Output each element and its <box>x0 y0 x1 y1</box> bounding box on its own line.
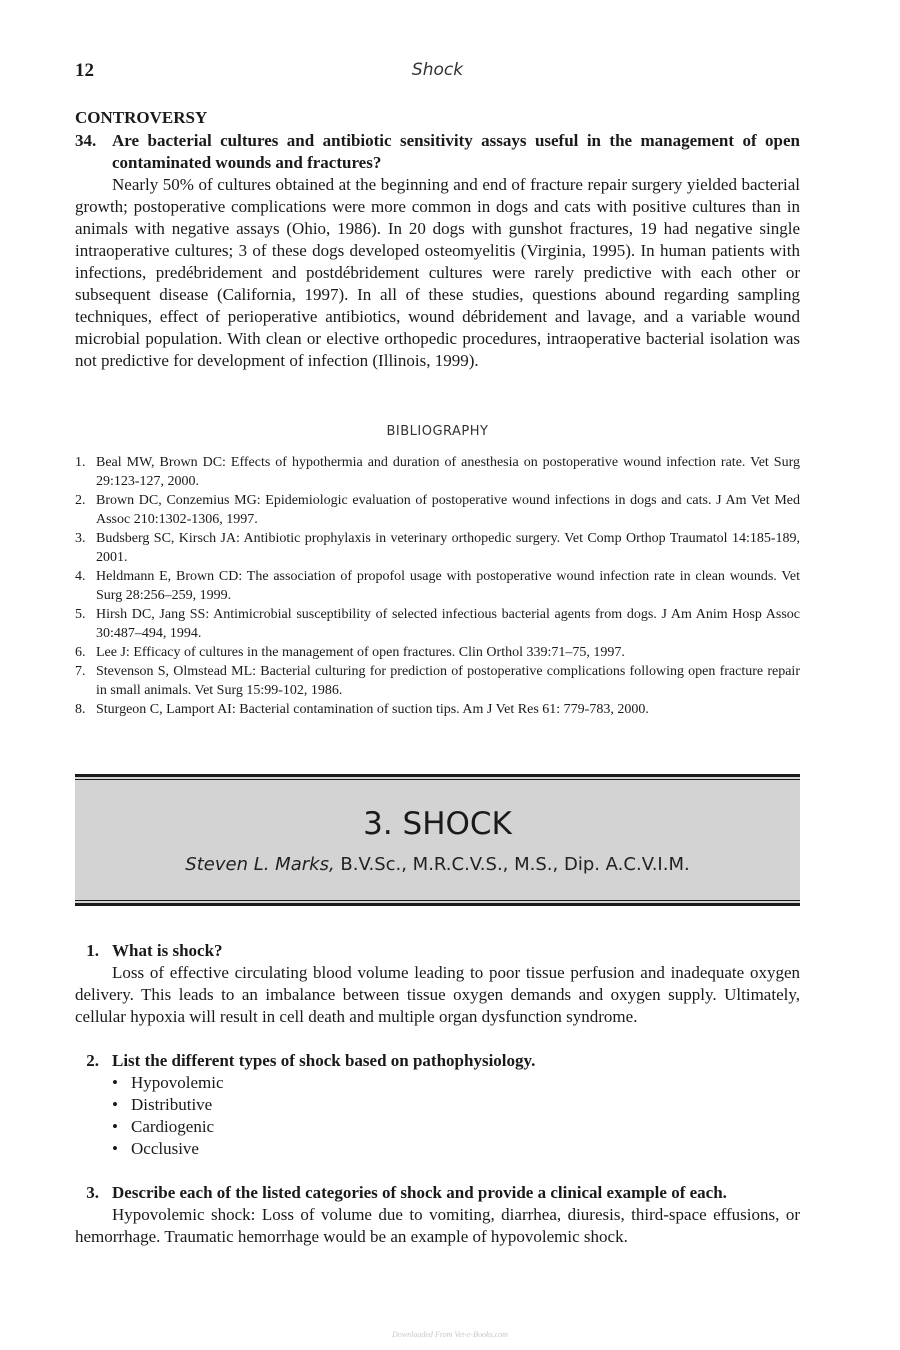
question-text: What is shock? <box>112 941 223 960</box>
footer-watermark: Downloaded From Vet-e-Books.com <box>392 1330 508 1339</box>
bibliography-item <box>75 453 800 491</box>
question-text: List the different types of shock based on pathophysiology. <box>112 1051 536 1070</box>
bib-number: 2. <box>75 493 86 508</box>
bibliography-item <box>75 567 800 605</box>
bullet: • <box>112 1095 118 1114</box>
author-name: Steven L. Marks, <box>185 854 335 875</box>
bottom-rule-thin <box>75 900 800 901</box>
chapter-title: 3. SHOCK <box>363 806 512 842</box>
question-3-block <box>75 1182 800 1248</box>
running-title: Shock <box>411 60 464 80</box>
question-34 <box>75 130 800 174</box>
question-2 <box>75 1050 800 1072</box>
answer-1: Loss of effective circulating blood volume leading to poor tissue perfusion and inadequate oxygen delivery. This leads to an imbalance between tissue oxygen demands and oxygen supply. Ultimately, cellular hypoxia will result in cell death and multiple organ dysfunction syndrome. <box>75 963 800 1026</box>
question-text: Describe each of the listed categories of shock and provide a clinical example of each. <box>112 1183 727 1202</box>
bibliography-item <box>75 662 800 700</box>
question-2-block <box>75 1050 800 1160</box>
chapter-header <box>75 774 800 906</box>
question-1-block <box>75 940 800 1028</box>
answer-3: Hypovolemic shock: Loss of volume due to vomiting, diarrhea, diuresis, third-space effusions, or hemorrhage. Traumatic hemorrhage would be an example of hypovolemic shock. <box>75 1205 800 1246</box>
list-item-text: Hypovolemic <box>131 1073 224 1092</box>
bottom-rule-thick <box>75 903 800 906</box>
question-text: Are bacterial cultures and antibiotic sensitivity assays useful in the management of open contaminated wounds and fractures? <box>112 131 800 172</box>
list-item <box>112 1138 800 1160</box>
question-3 <box>75 1182 800 1204</box>
bullet: • <box>112 1073 118 1092</box>
page-number: 12 <box>75 60 94 81</box>
question-number: 1. <box>86 941 99 960</box>
bib-number: 4. <box>75 569 86 584</box>
bullet: • <box>112 1139 118 1158</box>
bibliography-item <box>75 605 800 643</box>
chapter-author <box>75 854 800 875</box>
bibliography-item <box>75 700 800 719</box>
bib-text: Heldmann E, Brown CD: The association of propofol usage with postoperative wound infection rate in clean wounds. Vet Surg 28:256–259, 1999. <box>96 569 800 603</box>
answer-34: Nearly 50% of cultures obtained at the beginning and end of fracture repair surgery yielded bacterial growth; postoperative complications were more common in dogs and cats with positive cultures than in animals with negative assays (Ohio, 1986). In 20 dogs with gunshot fractures, 19 had negative single intraoperative cultures; 3 of these dogs developed osteomyelitis (Virginia, 1995). In human patients with infections, predébridement and postdébridement cultures were rarely predictive with each other or subsequent disease (California, 1997). In all of these studies, questions abound regarding sampling techniques, effect of perioperative antibiotics, wound débridement and lavage, and a variable wound microbial population. With clean or elective orthopedic procedures, intraoperative bacterial isolation was not predictive for development of infection (Illinois, 1999). <box>75 175 800 370</box>
question-34-block <box>75 130 800 372</box>
author-credentials: B.V.Sc., M.R.C.V.S., M.S., Dip. A.C.V.I.M. <box>340 854 690 875</box>
bib-text: Sturgeon C, Lamport AI: Bacterial contamination of suction tips. Am J Vet Res 61: 779-783, 2000. <box>96 702 649 717</box>
bibliography-item <box>75 643 800 662</box>
shock-types-list <box>75 1072 800 1160</box>
list-item <box>112 1116 800 1138</box>
bib-text: Hirsh DC, Jang SS: Antimicrobial susceptibility of selected infectious bacterial agents from dogs. J Am Anim Hosp Assoc 30:487–494, 1994. <box>96 607 800 641</box>
bibliography-list <box>75 453 800 719</box>
bibliography-heading: BIBLIOGRAPHY <box>386 424 489 439</box>
question-1 <box>75 940 800 962</box>
bib-text: Brown DC, Conzemius MG: Epidemiologic evaluation of postoperative wound infections in dogs and cats. J Am Vet Med Assoc 210:1302-1306, 1997. <box>96 493 800 527</box>
bib-number: 6. <box>75 645 86 660</box>
bibliography-item <box>75 529 800 567</box>
bib-text: Lee J: Efficacy of cultures in the management of open fractures. Clin Orthol 339:71–75, 1997. <box>96 645 625 660</box>
section-label: CONTROVERSY <box>75 108 208 127</box>
bib-number: 1. <box>75 455 86 470</box>
bib-number: 7. <box>75 664 86 679</box>
top-rule-thick <box>75 774 800 777</box>
bib-text: Beal MW, Brown DC: Effects of hypothermia and duration of anesthesia on postoperative wound infection rate. Vet Surg 29:123-127, 2000. <box>96 455 800 489</box>
running-head <box>75 60 800 84</box>
list-item-text: Occlusive <box>131 1139 199 1158</box>
question-number: 3. <box>86 1183 99 1202</box>
question-number: 34. <box>75 131 97 150</box>
question-number: 2. <box>86 1051 99 1070</box>
list-item-text: Cardiogenic <box>131 1117 215 1136</box>
bib-number: 3. <box>75 531 86 546</box>
bib-text: Stevenson S, Olmstead ML: Bacterial culturing for prediction of postoperative complications following open fracture repair in small animals. Vet Surg 15:99-102, 1986. <box>96 664 800 698</box>
bibliography-item <box>75 491 800 529</box>
top-rule-thin <box>75 779 800 780</box>
list-item <box>112 1072 800 1094</box>
bib-number: 8. <box>75 702 86 717</box>
list-item-text: Distributive <box>131 1095 213 1114</box>
list-item <box>112 1094 800 1116</box>
bib-number: 5. <box>75 607 86 622</box>
bullet: • <box>112 1117 118 1136</box>
bib-text: Budsberg SC, Kirsch JA: Antibiotic prophylaxis in veterinary orthopedic surgery. Vet Comp Orthop Traumatol 14:185-189, 2001. <box>96 531 800 565</box>
